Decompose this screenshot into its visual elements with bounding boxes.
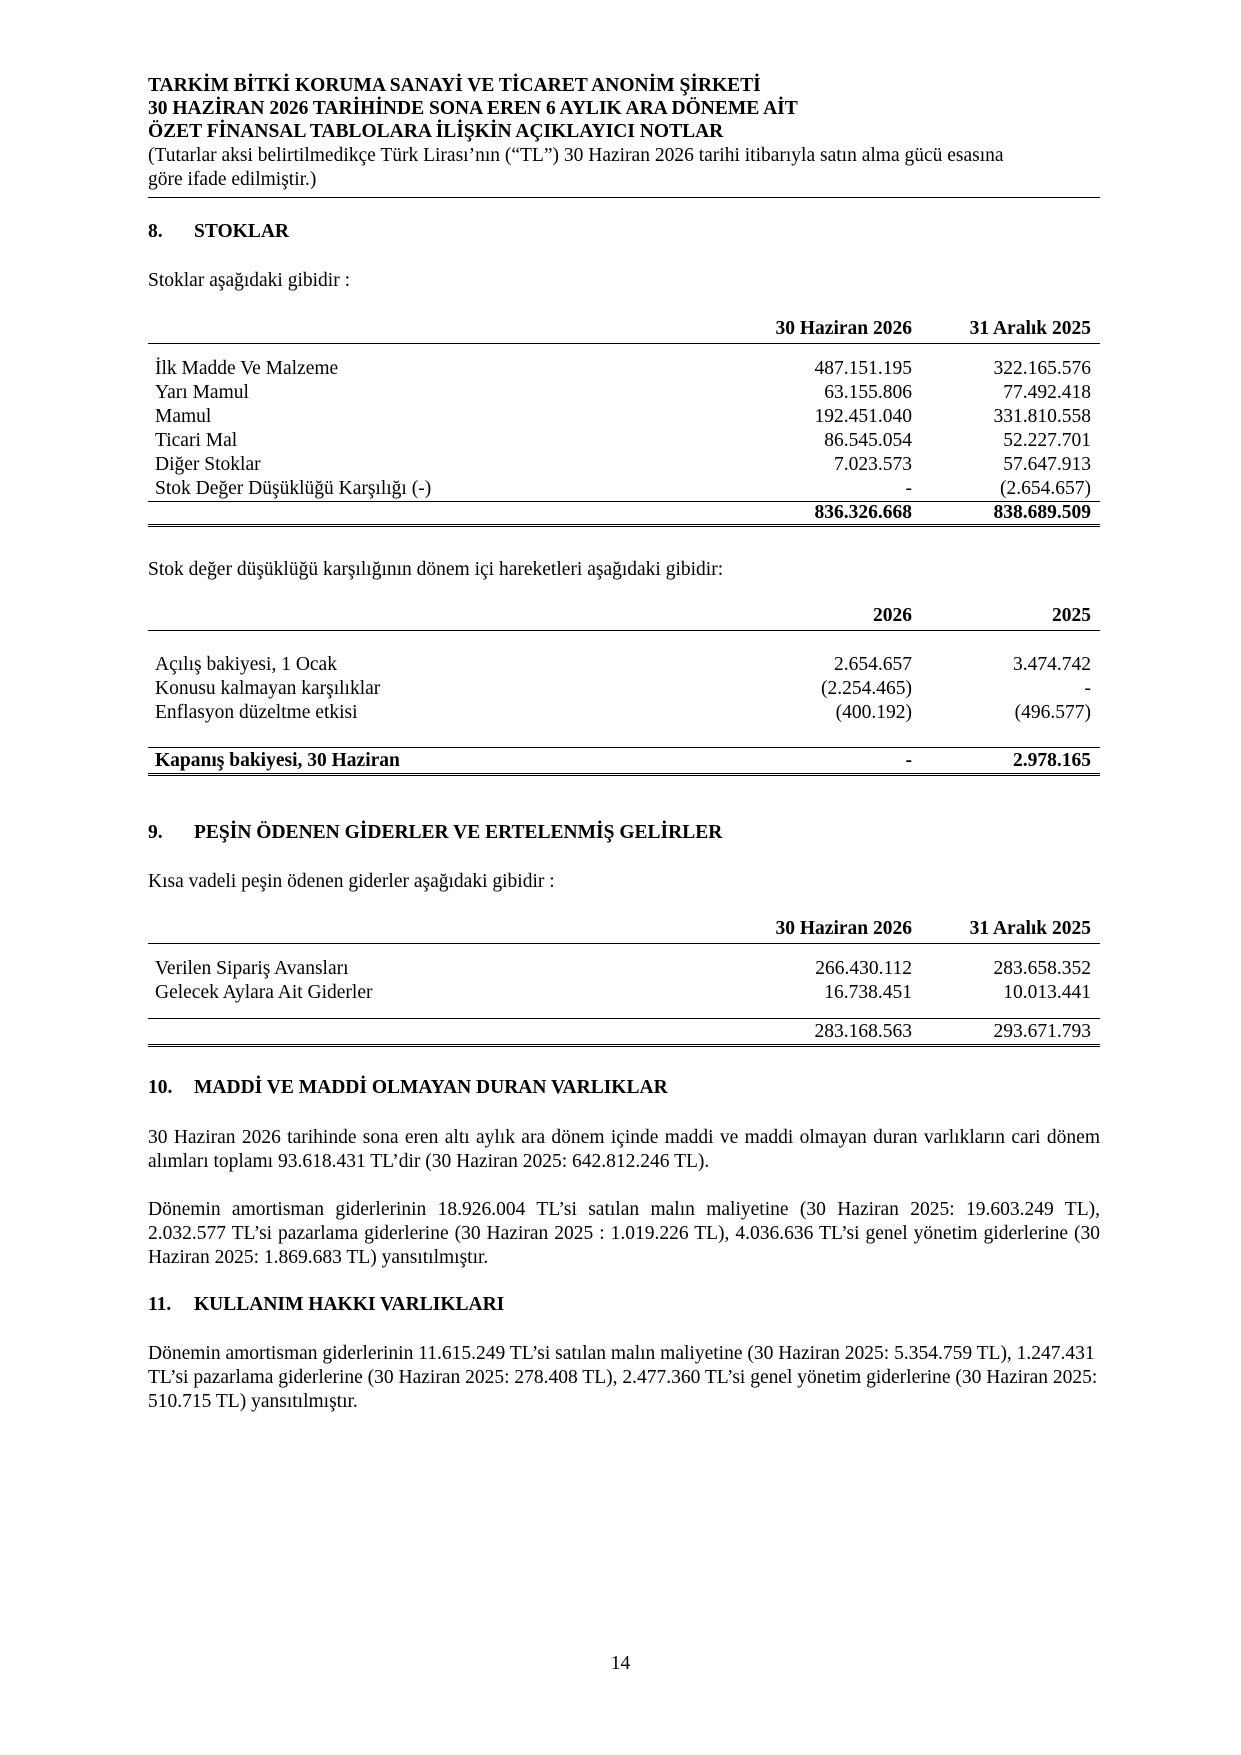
- section-11-paragraph-1: Dönemin amortisman giderlerinin 11.615.249 TL’si satılan malın maliyetine (30 Haziran 2025: 5.354.759 TL), 1.247.431 TL’si pazarlama giderlerine (30 Haziran 2025: 278.408 TL), 2.477.360 TL’si genel yönetim giderlerine (30 Haziran 2025: 510.715 TL) yansıtılmıştır.: [148, 1343, 1098, 1412]
- table-row: [148, 381, 1100, 405]
- section-title: PEŞİN ÖDENEN GİDERLER VE ERTELENMİŞ GELİRLER: [194, 822, 723, 843]
- total-value: 838.689.509: [921, 502, 1100, 526]
- column-header: 2026: [742, 605, 921, 631]
- table-row: [148, 701, 1100, 725]
- table-row: [148, 981, 1100, 1005]
- table-header-row: [148, 318, 1100, 344]
- section-title: KULLANIM HAKKI VARLIKLARI: [194, 1294, 505, 1315]
- row-value: 77.492.418: [1003, 382, 1091, 403]
- row-value: (496.577): [1014, 702, 1091, 723]
- table-row: [148, 429, 1100, 453]
- row-value: 192.451.040: [814, 406, 912, 427]
- row-label: Ticari Mal: [155, 430, 238, 451]
- row-value: (2.654.657): [921, 477, 1100, 502]
- section-11-heading: [148, 1294, 504, 1316]
- row-label: Konusu kalmayan karşılıklar: [155, 678, 381, 699]
- row-label: Verilen Sipariş Avansları: [155, 958, 349, 979]
- inventory-table: [148, 318, 1100, 527]
- section-9-heading: [148, 822, 722, 844]
- column-header: 2025: [921, 605, 1100, 631]
- header-rule: [148, 197, 1100, 198]
- inventory-intro: Stoklar aşağıdaki gibidir :: [148, 270, 351, 291]
- section-10-heading: [148, 1077, 668, 1099]
- row-value: 2.654.657: [834, 654, 912, 675]
- impairment-movement-table: [148, 605, 1100, 776]
- row-value: (2.254.465): [821, 678, 912, 699]
- table-total-row: [148, 502, 1100, 526]
- section-number: 11.: [148, 1294, 172, 1315]
- row-value: 283.658.352: [993, 958, 1091, 979]
- report-period-title: 30 HAZİRAN 2026 TARİHİNDE SONA EREN 6 AYLIK ARA DÖNEME AİT: [148, 98, 798, 119]
- row-value: 487.151.195: [814, 358, 912, 379]
- total-value: 2.978.165: [921, 748, 1100, 775]
- section-8-heading: [148, 221, 289, 243]
- row-value: 331.810.558: [993, 406, 1091, 427]
- row-value: 16.738.451: [824, 982, 912, 1003]
- row-value: 3.474.742: [1013, 654, 1091, 675]
- table-row: [148, 957, 1100, 981]
- table-header-row: [148, 918, 1100, 944]
- section-number: 10.: [148, 1077, 173, 1098]
- table-row: [148, 357, 1100, 381]
- row-label: Açılış bakiyesi, 1 Ocak: [155, 654, 337, 675]
- row-label: Enflasyon düzeltme etkisi: [155, 702, 358, 723]
- company-title: TARKİM BİTKİ KORUMA SANAYİ VE TİCARET ANONİM ŞİRKETİ: [148, 75, 761, 96]
- row-value: 86.545.054: [824, 430, 912, 451]
- section-title: STOKLAR: [194, 221, 290, 242]
- prepaid-intro: Kısa vadeli peşin ödenen giderler aşağıdaki gibidir :: [148, 871, 555, 892]
- table-header-row: [148, 605, 1100, 631]
- row-label: Stok Değer Düşüklüğü Karşılığı (-): [148, 477, 742, 502]
- currency-note-line2: göre ifade edilmiştir.): [148, 169, 317, 190]
- impairment-intro: Stok değer düşüklüğü karşılığının dönem içi hareketleri aşağıdaki gibidir:: [148, 559, 724, 580]
- total-value: 293.671.793: [921, 1019, 1100, 1046]
- row-label: Mamul: [155, 406, 212, 427]
- section-title: MADDİ VE MADDİ OLMAYAN DURAN VARLIKLAR: [194, 1077, 668, 1098]
- report-subtitle: ÖZET FİNANSAL TABLOLARA İLİŞKİN AÇIKLAYICI NOTLAR: [148, 121, 724, 142]
- table-total-row: [148, 1019, 1100, 1046]
- currency-note-line1: (Tutarlar aksi belirtilmedikçe Türk Lirası’nın (“TL”) 30 Haziran 2026 tarihi itibarıyla satın alma gücü esasına: [148, 145, 1004, 166]
- prepaid-expenses-table: [148, 918, 1100, 1047]
- column-header: 30 Haziran 2026: [742, 918, 921, 944]
- row-value: 266.430.112: [815, 958, 912, 979]
- column-header: 30 Haziran 2026: [742, 318, 921, 344]
- row-value: 57.647.913: [1003, 454, 1091, 475]
- row-value: 52.227.701: [1003, 430, 1091, 451]
- page-number: 14: [610, 1653, 631, 1674]
- row-value: 7.023.573: [834, 454, 912, 475]
- section-number: 9.: [148, 822, 163, 843]
- row-value: 10.013.441: [1003, 982, 1091, 1003]
- row-value: (400.192): [835, 702, 912, 723]
- table-row: [148, 453, 1100, 477]
- table-row: [148, 477, 1100, 502]
- section-10-paragraph-2: Dönemin amortisman giderlerinin 18.926.004 TL’si satılan malın maliyetine (30 Haziran 2025: 19.603.249 TL), 2.032.577 TL’si pazarlama giderlerine (30 Haziran 2025 : 1.019.226 TL), 4.036.636 TL’si genel yönetim giderlerine (30 Haziran 2025: 1.869.683 TL) yansıtılmıştır.: [148, 1199, 1100, 1268]
- total-value: 836.326.668: [742, 502, 921, 526]
- column-header: 31 Aralık 2025: [921, 918, 1100, 944]
- row-value: -: [742, 477, 921, 502]
- total-value: 283.168.563: [742, 1019, 921, 1046]
- section-number: 8.: [148, 221, 163, 242]
- table-row: [148, 405, 1100, 429]
- row-label: İlk Madde Ve Malzeme: [155, 358, 339, 379]
- row-value: -: [1084, 678, 1091, 699]
- section-10-paragraph-1: 30 Haziran 2026 tarihinde sona eren altı aylık ara dönem içinde maddi ve maddi olmayan duran varlıkların cari dönem alımları toplamı 93.618.431 TL’dir (30 Haziran 2025: 642.812.246 TL).: [148, 1127, 1100, 1172]
- row-value: 63.155.806: [824, 382, 912, 403]
- row-label: Diğer Stoklar: [155, 454, 261, 475]
- total-label: Kapanış bakiyesi, 30 Haziran: [148, 748, 742, 775]
- column-header: 31 Aralık 2025: [921, 318, 1100, 344]
- total-value: -: [742, 748, 921, 775]
- table-total-row: [148, 748, 1100, 775]
- table-row: [148, 653, 1100, 677]
- table-row: [148, 677, 1100, 701]
- row-label: Yarı Mamul: [155, 382, 249, 403]
- row-label: Gelecek Aylara Ait Giderler: [155, 982, 373, 1003]
- row-value: 322.165.576: [993, 358, 1091, 379]
